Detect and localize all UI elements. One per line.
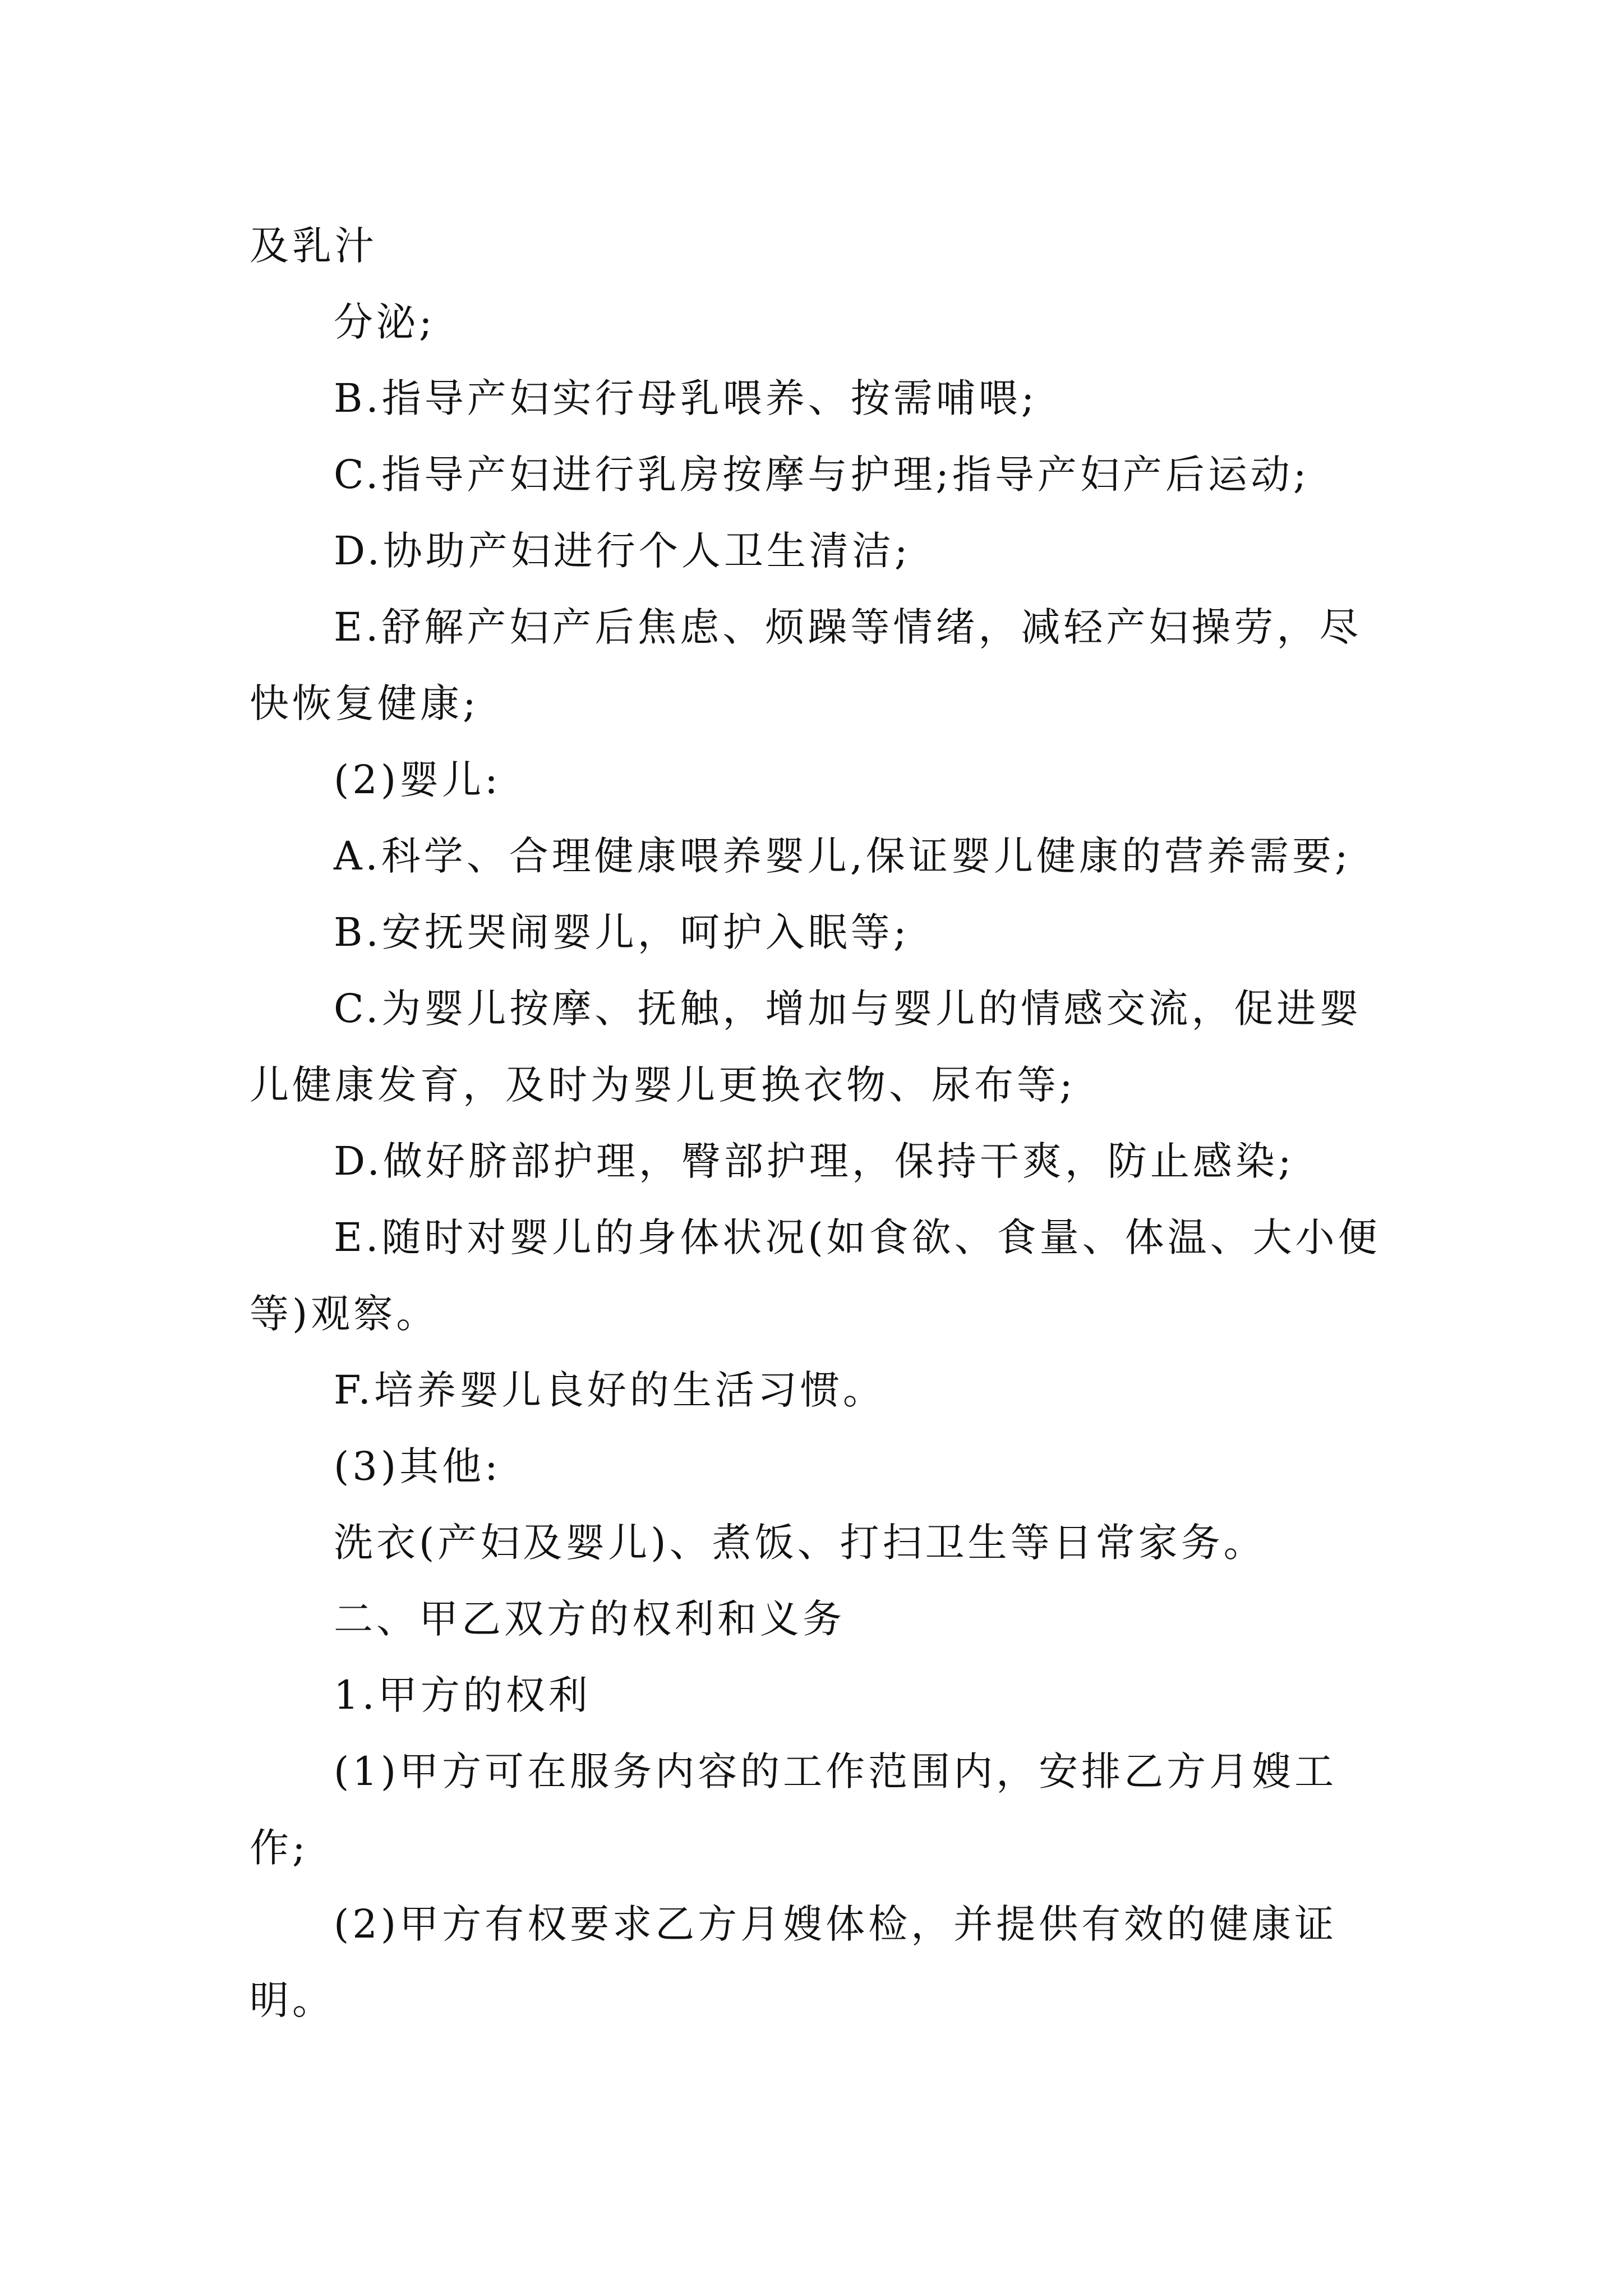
paragraph: B.指导产妇实行母乳喂养、按需哺喂; xyxy=(334,375,1038,421)
paragraph: A.科学、合理健康喂养婴儿,保证婴儿健康的营养需要; xyxy=(334,833,1352,879)
paragraph: C.为婴儿按摩、抚触，增加与婴儿的情感交流，促进婴儿健康发育，及时为婴儿更换衣物、尿布等; xyxy=(250,986,1362,1108)
section-heading: 二、甲乙双方的权利和义务 xyxy=(334,1596,845,1642)
paragraph: 洗衣(产妇及婴儿)、煮饭、打扫卫生等日常家务。 xyxy=(334,1520,1266,1566)
paragraph: C.指导产妇进行乳房按摩与护理;指导产妇产后运动; xyxy=(334,452,1310,498)
paragraph: F.培养婴儿良好的生活习惯。 xyxy=(334,1367,886,1413)
paragraph: B.安抚哭闹婴儿，呵护入眠等; xyxy=(334,909,910,955)
section-heading: (3)其他: xyxy=(334,1443,501,1489)
section-heading: 1.甲方的权利 xyxy=(334,1672,591,1718)
paragraph: (1)甲方可在服务内容的工作范围内，安排乙方月嫂工作; xyxy=(250,1749,1338,1871)
paragraph: E.舒解产妇产后焦虑、烦躁等情绪，减轻产妇操劳，尽快恢复健康; xyxy=(250,604,1362,726)
section-heading: (2)婴儿: xyxy=(334,757,501,803)
document-body xyxy=(250,208,1382,2039)
paragraph: E.随时对婴儿的身体状况(如食欲、食量、体温、大小便等)观察。 xyxy=(250,1214,1381,1337)
paragraph: 及乳汁 xyxy=(250,223,377,269)
paragraph: 分泌; xyxy=(334,299,436,345)
paragraph: D.做好脐部护理，臀部护理，保持干爽，防止感染; xyxy=(334,1138,1295,1184)
paragraph: (2)甲方有权要求乙方月嫂体检，并提供有效的健康证明。 xyxy=(250,1901,1338,2023)
paragraph: D.协助产妇进行个人卫生清洁; xyxy=(334,528,911,574)
